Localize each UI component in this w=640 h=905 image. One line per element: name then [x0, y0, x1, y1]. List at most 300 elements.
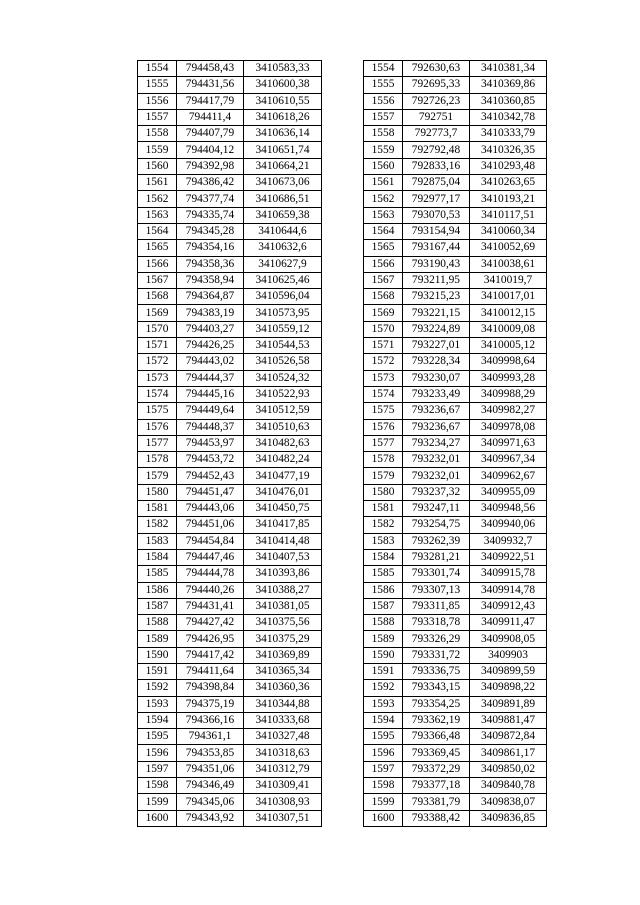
- x-coordinate-cell: 794375,19: [177, 696, 244, 712]
- table-row: [364, 289, 547, 305]
- x-coordinate-cell: 793237,32: [403, 484, 470, 500]
- table-row: [364, 386, 547, 402]
- x-coordinate-cell: 794407,79: [177, 126, 244, 142]
- y-coordinate-cell: 3410664,21: [244, 158, 322, 174]
- point-number-cell: 1576: [364, 419, 403, 435]
- x-coordinate-cell: 794358,94: [177, 272, 244, 288]
- table-row: [364, 240, 547, 256]
- y-coordinate-cell: 3410381,34: [470, 61, 547, 77]
- table-row: [138, 696, 322, 712]
- point-number-cell: 1557: [364, 109, 403, 125]
- y-coordinate-cell: 3409971,63: [470, 435, 547, 451]
- point-number-cell: 1560: [364, 158, 403, 174]
- x-coordinate-cell: 794453,97: [177, 435, 244, 451]
- y-coordinate-cell: 3409948,56: [470, 501, 547, 517]
- x-coordinate-cell: 794451,47: [177, 484, 244, 500]
- y-coordinate-cell: 3410559,12: [244, 321, 322, 337]
- point-number-cell: 1562: [364, 191, 403, 207]
- x-coordinate-cell: 793232,01: [403, 468, 470, 484]
- point-number-cell: 1559: [364, 142, 403, 158]
- table-row: [138, 501, 322, 517]
- x-coordinate-cell: 794411,64: [177, 663, 244, 679]
- point-number-cell: 1554: [364, 61, 403, 77]
- x-coordinate-cell: 792773,7: [403, 126, 470, 142]
- x-coordinate-cell: 794426,95: [177, 631, 244, 647]
- point-number-cell: 1564: [364, 223, 403, 239]
- x-coordinate-cell: 794383,19: [177, 305, 244, 321]
- point-number-cell: 1572: [138, 354, 177, 370]
- table-row: [138, 419, 322, 435]
- y-coordinate-cell: 3409932,7: [470, 533, 547, 549]
- x-coordinate-cell: 792726,23: [403, 93, 470, 109]
- y-coordinate-cell: 3410333,68: [244, 712, 322, 728]
- point-number-cell: 1597: [138, 761, 177, 777]
- table-row: [138, 403, 322, 419]
- x-coordinate-cell: 794431,41: [177, 598, 244, 614]
- point-number-cell: 1571: [138, 338, 177, 354]
- x-coordinate-cell: 793388,42: [403, 810, 470, 826]
- x-coordinate-cell: 793221,15: [403, 305, 470, 321]
- point-number-cell: 1596: [138, 745, 177, 761]
- table-row: [138, 745, 322, 761]
- point-number-cell: 1589: [138, 631, 177, 647]
- y-coordinate-cell: 3410360,36: [244, 680, 322, 696]
- y-coordinate-cell: 3409840,78: [470, 778, 547, 794]
- table-row: [138, 533, 322, 549]
- x-coordinate-cell: 794417,42: [177, 647, 244, 663]
- table-row: [364, 354, 547, 370]
- table-row: [138, 77, 322, 93]
- table-row: [138, 484, 322, 500]
- y-coordinate-cell: 3409988,29: [470, 386, 547, 402]
- y-coordinate-cell: 3410369,86: [470, 77, 547, 93]
- x-coordinate-cell: 794377,74: [177, 191, 244, 207]
- point-number-cell: 1561: [364, 175, 403, 191]
- y-coordinate-cell: 3410193,21: [470, 191, 547, 207]
- table-row: [138, 175, 322, 191]
- y-coordinate-cell: 3409898,22: [470, 680, 547, 696]
- table-row: [364, 696, 547, 712]
- y-coordinate-cell: 3410326,35: [470, 142, 547, 158]
- table-row: [138, 289, 322, 305]
- table-row: [364, 663, 547, 679]
- x-coordinate-cell: 794445,16: [177, 386, 244, 402]
- y-coordinate-cell: 3409922,51: [470, 549, 547, 565]
- point-number-cell: 1563: [138, 207, 177, 223]
- y-coordinate-cell: 3410117,51: [470, 207, 547, 223]
- point-number-cell: 1579: [138, 468, 177, 484]
- point-number-cell: 1559: [138, 142, 177, 158]
- y-coordinate-cell: 3410344,88: [244, 696, 322, 712]
- y-coordinate-cell: 3409940,06: [470, 517, 547, 533]
- table-row: [364, 191, 547, 207]
- coordinates-table-left: [137, 60, 322, 827]
- y-coordinate-cell: 3410644,6: [244, 223, 322, 239]
- point-number-cell: 1577: [138, 435, 177, 451]
- y-coordinate-cell: 3410600,38: [244, 77, 322, 93]
- x-coordinate-cell: 793362,19: [403, 712, 470, 728]
- table-row: [138, 338, 322, 354]
- x-coordinate-cell: 793326,29: [403, 631, 470, 647]
- y-coordinate-cell: 3410369,89: [244, 647, 322, 663]
- x-coordinate-cell: 793227,01: [403, 338, 470, 354]
- point-number-cell: 1598: [138, 778, 177, 794]
- point-number-cell: 1565: [138, 240, 177, 256]
- y-coordinate-cell: 3410512,59: [244, 403, 322, 419]
- x-coordinate-cell: 794343,92: [177, 810, 244, 826]
- point-number-cell: 1569: [364, 305, 403, 321]
- x-coordinate-cell: 794358,36: [177, 256, 244, 272]
- point-number-cell: 1566: [364, 256, 403, 272]
- x-coordinate-cell: 792751: [403, 109, 470, 125]
- coordinates-table-right-body: [364, 61, 547, 827]
- y-coordinate-cell: 3409872,84: [470, 729, 547, 745]
- x-coordinate-cell: 793336,75: [403, 663, 470, 679]
- point-number-cell: 1591: [138, 663, 177, 679]
- table-row: [364, 712, 547, 728]
- table-row: [138, 240, 322, 256]
- table-row: [364, 419, 547, 435]
- x-coordinate-cell: 793224,89: [403, 321, 470, 337]
- x-coordinate-cell: 792695,33: [403, 77, 470, 93]
- table-row: [364, 223, 547, 239]
- y-coordinate-cell: 3410005,12: [470, 338, 547, 354]
- point-number-cell: 1596: [364, 745, 403, 761]
- table-row: [364, 158, 547, 174]
- table-row: [364, 647, 547, 663]
- y-coordinate-cell: 3410060,34: [470, 223, 547, 239]
- y-coordinate-cell: 3410307,51: [244, 810, 322, 826]
- point-number-cell: 1567: [138, 272, 177, 288]
- x-coordinate-cell: 793211,95: [403, 272, 470, 288]
- point-number-cell: 1565: [364, 240, 403, 256]
- y-coordinate-cell: 3410524,32: [244, 370, 322, 386]
- table-row: [364, 778, 547, 794]
- y-coordinate-cell: 3409955,09: [470, 484, 547, 500]
- y-coordinate-cell: 3410038,61: [470, 256, 547, 272]
- y-coordinate-cell: 3409993,28: [470, 370, 547, 386]
- x-coordinate-cell: 793366,48: [403, 729, 470, 745]
- y-coordinate-cell: 3410009,08: [470, 321, 547, 337]
- table-row: [138, 810, 322, 826]
- table-row: [364, 338, 547, 354]
- y-coordinate-cell: 3409908,05: [470, 631, 547, 647]
- table-row: [138, 435, 322, 451]
- x-coordinate-cell: 793232,01: [403, 452, 470, 468]
- coordinates-table-right: [363, 60, 547, 827]
- y-coordinate-cell: 3410375,56: [244, 615, 322, 631]
- x-coordinate-cell: 793190,43: [403, 256, 470, 272]
- x-coordinate-cell: 793215,23: [403, 289, 470, 305]
- table-row: [364, 452, 547, 468]
- point-number-cell: 1600: [364, 810, 403, 826]
- point-number-cell: 1597: [364, 761, 403, 777]
- table-row: [364, 109, 547, 125]
- table-row: [364, 549, 547, 565]
- table-row: [364, 142, 547, 158]
- y-coordinate-cell: 3410482,24: [244, 452, 322, 468]
- table-row: [138, 256, 322, 272]
- x-coordinate-cell: 792630,63: [403, 61, 470, 77]
- x-coordinate-cell: 794440,26: [177, 582, 244, 598]
- y-coordinate-cell: 3410318,63: [244, 745, 322, 761]
- y-coordinate-cell: 3409912,43: [470, 598, 547, 614]
- table-row: [138, 598, 322, 614]
- y-coordinate-cell: 3410610,55: [244, 93, 322, 109]
- y-coordinate-cell: 3410544,53: [244, 338, 322, 354]
- point-number-cell: 1575: [364, 403, 403, 419]
- point-number-cell: 1573: [138, 370, 177, 386]
- x-coordinate-cell: 793254,75: [403, 517, 470, 533]
- y-coordinate-cell: 3410618,26: [244, 109, 322, 125]
- y-coordinate-cell: 3410450,75: [244, 501, 322, 517]
- point-number-cell: 1566: [138, 256, 177, 272]
- table-row: [364, 403, 547, 419]
- y-coordinate-cell: 3410636,14: [244, 126, 322, 142]
- y-coordinate-cell: 3410019,7: [470, 272, 547, 288]
- table-row: [138, 142, 322, 158]
- y-coordinate-cell: 3410417,85: [244, 517, 322, 533]
- y-coordinate-cell: 3409998,64: [470, 354, 547, 370]
- table-row: [364, 582, 547, 598]
- x-coordinate-cell: 793311,85: [403, 598, 470, 614]
- y-coordinate-cell: 3409914,78: [470, 582, 547, 598]
- x-coordinate-cell: 793307,13: [403, 582, 470, 598]
- y-coordinate-cell: 3409903: [470, 647, 547, 663]
- table-row: [364, 680, 547, 696]
- point-number-cell: 1558: [364, 126, 403, 142]
- point-number-cell: 1556: [364, 93, 403, 109]
- x-coordinate-cell: 794404,12: [177, 142, 244, 158]
- point-number-cell: 1595: [138, 729, 177, 745]
- x-coordinate-cell: 793230,07: [403, 370, 470, 386]
- y-coordinate-cell: 3410388,27: [244, 582, 322, 598]
- point-number-cell: 1561: [138, 175, 177, 191]
- point-number-cell: 1581: [364, 501, 403, 517]
- table-row: [138, 680, 322, 696]
- y-coordinate-cell: 3410333,79: [470, 126, 547, 142]
- point-number-cell: 1594: [138, 712, 177, 728]
- x-coordinate-cell: 794361,1: [177, 729, 244, 745]
- y-coordinate-cell: 3410365,34: [244, 663, 322, 679]
- point-number-cell: 1592: [138, 680, 177, 696]
- table-row: [138, 729, 322, 745]
- x-coordinate-cell: 793354,25: [403, 696, 470, 712]
- table-row: [364, 321, 547, 337]
- point-number-cell: 1555: [138, 77, 177, 93]
- y-coordinate-cell: 3409861,17: [470, 745, 547, 761]
- table-row: [364, 517, 547, 533]
- y-coordinate-cell: 3409982,27: [470, 403, 547, 419]
- table-row: [364, 501, 547, 517]
- x-coordinate-cell: 793372,29: [403, 761, 470, 777]
- x-coordinate-cell: 794386,42: [177, 175, 244, 191]
- table-row: [138, 370, 322, 386]
- point-number-cell: 1580: [138, 484, 177, 500]
- table-row: [138, 223, 322, 239]
- y-coordinate-cell: 3410510,63: [244, 419, 322, 435]
- x-coordinate-cell: 794417,79: [177, 93, 244, 109]
- point-number-cell: 1582: [364, 517, 403, 533]
- table-row: [364, 761, 547, 777]
- table-row: [364, 435, 547, 451]
- point-number-cell: 1563: [364, 207, 403, 223]
- point-number-cell: 1587: [364, 598, 403, 614]
- table-row: [138, 61, 322, 77]
- x-coordinate-cell: 794458,43: [177, 61, 244, 77]
- point-number-cell: 1590: [138, 647, 177, 663]
- table-row: [364, 484, 547, 500]
- y-coordinate-cell: 3410522,93: [244, 386, 322, 402]
- y-coordinate-cell: 3410596,04: [244, 289, 322, 305]
- y-coordinate-cell: 3410632,6: [244, 240, 322, 256]
- x-coordinate-cell: 793318,78: [403, 615, 470, 631]
- x-coordinate-cell: 794447,46: [177, 549, 244, 565]
- point-number-cell: 1584: [138, 549, 177, 565]
- y-coordinate-cell: 3410686,51: [244, 191, 322, 207]
- x-coordinate-cell: 793167,44: [403, 240, 470, 256]
- point-number-cell: 1582: [138, 517, 177, 533]
- point-number-cell: 1586: [138, 582, 177, 598]
- table-row: [364, 93, 547, 109]
- x-coordinate-cell: 793233,49: [403, 386, 470, 402]
- x-coordinate-cell: 794449,64: [177, 403, 244, 419]
- point-number-cell: 1568: [364, 289, 403, 305]
- x-coordinate-cell: 792792,48: [403, 142, 470, 158]
- y-coordinate-cell: 3410482,63: [244, 435, 322, 451]
- y-coordinate-cell: 3410407,53: [244, 549, 322, 565]
- table-row: [138, 126, 322, 142]
- table-row: [138, 517, 322, 533]
- y-coordinate-cell: 3409838,07: [470, 794, 547, 810]
- point-number-cell: 1599: [364, 794, 403, 810]
- point-number-cell: 1593: [138, 696, 177, 712]
- point-number-cell: 1578: [364, 452, 403, 468]
- x-coordinate-cell: 794453,72: [177, 452, 244, 468]
- point-number-cell: 1588: [364, 615, 403, 631]
- point-number-cell: 1587: [138, 598, 177, 614]
- table-row: [138, 615, 322, 631]
- table-row: [364, 61, 547, 77]
- table-row: [364, 272, 547, 288]
- table-row: [138, 386, 322, 402]
- table-row: [138, 761, 322, 777]
- point-number-cell: 1557: [138, 109, 177, 125]
- y-coordinate-cell: 3410360,85: [470, 93, 547, 109]
- point-number-cell: 1576: [138, 419, 177, 435]
- x-coordinate-cell: 794335,74: [177, 207, 244, 223]
- x-coordinate-cell: 793381,79: [403, 794, 470, 810]
- y-coordinate-cell: 3410476,01: [244, 484, 322, 500]
- x-coordinate-cell: 794426,25: [177, 338, 244, 354]
- point-number-cell: 1594: [364, 712, 403, 728]
- point-number-cell: 1580: [364, 484, 403, 500]
- y-coordinate-cell: 3410309,41: [244, 778, 322, 794]
- point-number-cell: 1584: [364, 549, 403, 565]
- point-number-cell: 1579: [364, 468, 403, 484]
- table-row: [364, 305, 547, 321]
- table-row: [138, 321, 322, 337]
- table-row: [138, 778, 322, 794]
- table-row: [364, 566, 547, 582]
- x-coordinate-cell: 794398,84: [177, 680, 244, 696]
- point-number-cell: 1577: [364, 435, 403, 451]
- x-coordinate-cell: 794443,02: [177, 354, 244, 370]
- table-row: [364, 794, 547, 810]
- x-coordinate-cell: 793369,45: [403, 745, 470, 761]
- table-row: [138, 272, 322, 288]
- y-coordinate-cell: 3410625,46: [244, 272, 322, 288]
- y-coordinate-cell: 3410308,93: [244, 794, 322, 810]
- x-coordinate-cell: 794364,87: [177, 289, 244, 305]
- table-row: [364, 615, 547, 631]
- table-row: [138, 452, 322, 468]
- table-row: [138, 566, 322, 582]
- x-coordinate-cell: 793154,94: [403, 223, 470, 239]
- y-coordinate-cell: 3410414,48: [244, 533, 322, 549]
- point-number-cell: 1581: [138, 501, 177, 517]
- x-coordinate-cell: 794353,85: [177, 745, 244, 761]
- point-number-cell: 1554: [138, 61, 177, 77]
- x-coordinate-cell: 794346,49: [177, 778, 244, 794]
- x-coordinate-cell: 794403,27: [177, 321, 244, 337]
- y-coordinate-cell: 3409967,34: [470, 452, 547, 468]
- point-number-cell: 1562: [138, 191, 177, 207]
- table-row: [364, 126, 547, 142]
- x-coordinate-cell: 793262,39: [403, 533, 470, 549]
- table-row: [138, 647, 322, 663]
- table-row: [364, 175, 547, 191]
- x-coordinate-cell: 793343,15: [403, 680, 470, 696]
- point-number-cell: 1593: [364, 696, 403, 712]
- x-coordinate-cell: 794392,98: [177, 158, 244, 174]
- x-coordinate-cell: 794444,78: [177, 566, 244, 582]
- y-coordinate-cell: 3410342,78: [470, 109, 547, 125]
- x-coordinate-cell: 794345,06: [177, 794, 244, 810]
- point-number-cell: 1574: [364, 386, 403, 402]
- point-number-cell: 1574: [138, 386, 177, 402]
- table-row: [138, 663, 322, 679]
- y-coordinate-cell: 3410012,15: [470, 305, 547, 321]
- x-coordinate-cell: 793070,53: [403, 207, 470, 223]
- y-coordinate-cell: 3409911,47: [470, 615, 547, 631]
- point-number-cell: 1585: [364, 566, 403, 582]
- coordinates-table-left-body: [138, 61, 322, 827]
- point-number-cell: 1598: [364, 778, 403, 794]
- table-row: [138, 305, 322, 321]
- y-coordinate-cell: 3410477,19: [244, 468, 322, 484]
- table-row: [364, 468, 547, 484]
- x-coordinate-cell: 793301,74: [403, 566, 470, 582]
- y-coordinate-cell: 3410017,01: [470, 289, 547, 305]
- y-coordinate-cell: 3410651,74: [244, 142, 322, 158]
- x-coordinate-cell: 794427,42: [177, 615, 244, 631]
- y-coordinate-cell: 3410659,38: [244, 207, 322, 223]
- y-coordinate-cell: 3409836,85: [470, 810, 547, 826]
- x-coordinate-cell: 794351,06: [177, 761, 244, 777]
- point-number-cell: 1589: [364, 631, 403, 647]
- point-number-cell: 1592: [364, 680, 403, 696]
- x-coordinate-cell: 793331,72: [403, 647, 470, 663]
- point-number-cell: 1568: [138, 289, 177, 305]
- y-coordinate-cell: 3410573,95: [244, 305, 322, 321]
- point-number-cell: 1599: [138, 794, 177, 810]
- x-coordinate-cell: 794354,16: [177, 240, 244, 256]
- table-row: [364, 745, 547, 761]
- x-coordinate-cell: 793236,67: [403, 403, 470, 419]
- table-row: [138, 93, 322, 109]
- point-number-cell: 1564: [138, 223, 177, 239]
